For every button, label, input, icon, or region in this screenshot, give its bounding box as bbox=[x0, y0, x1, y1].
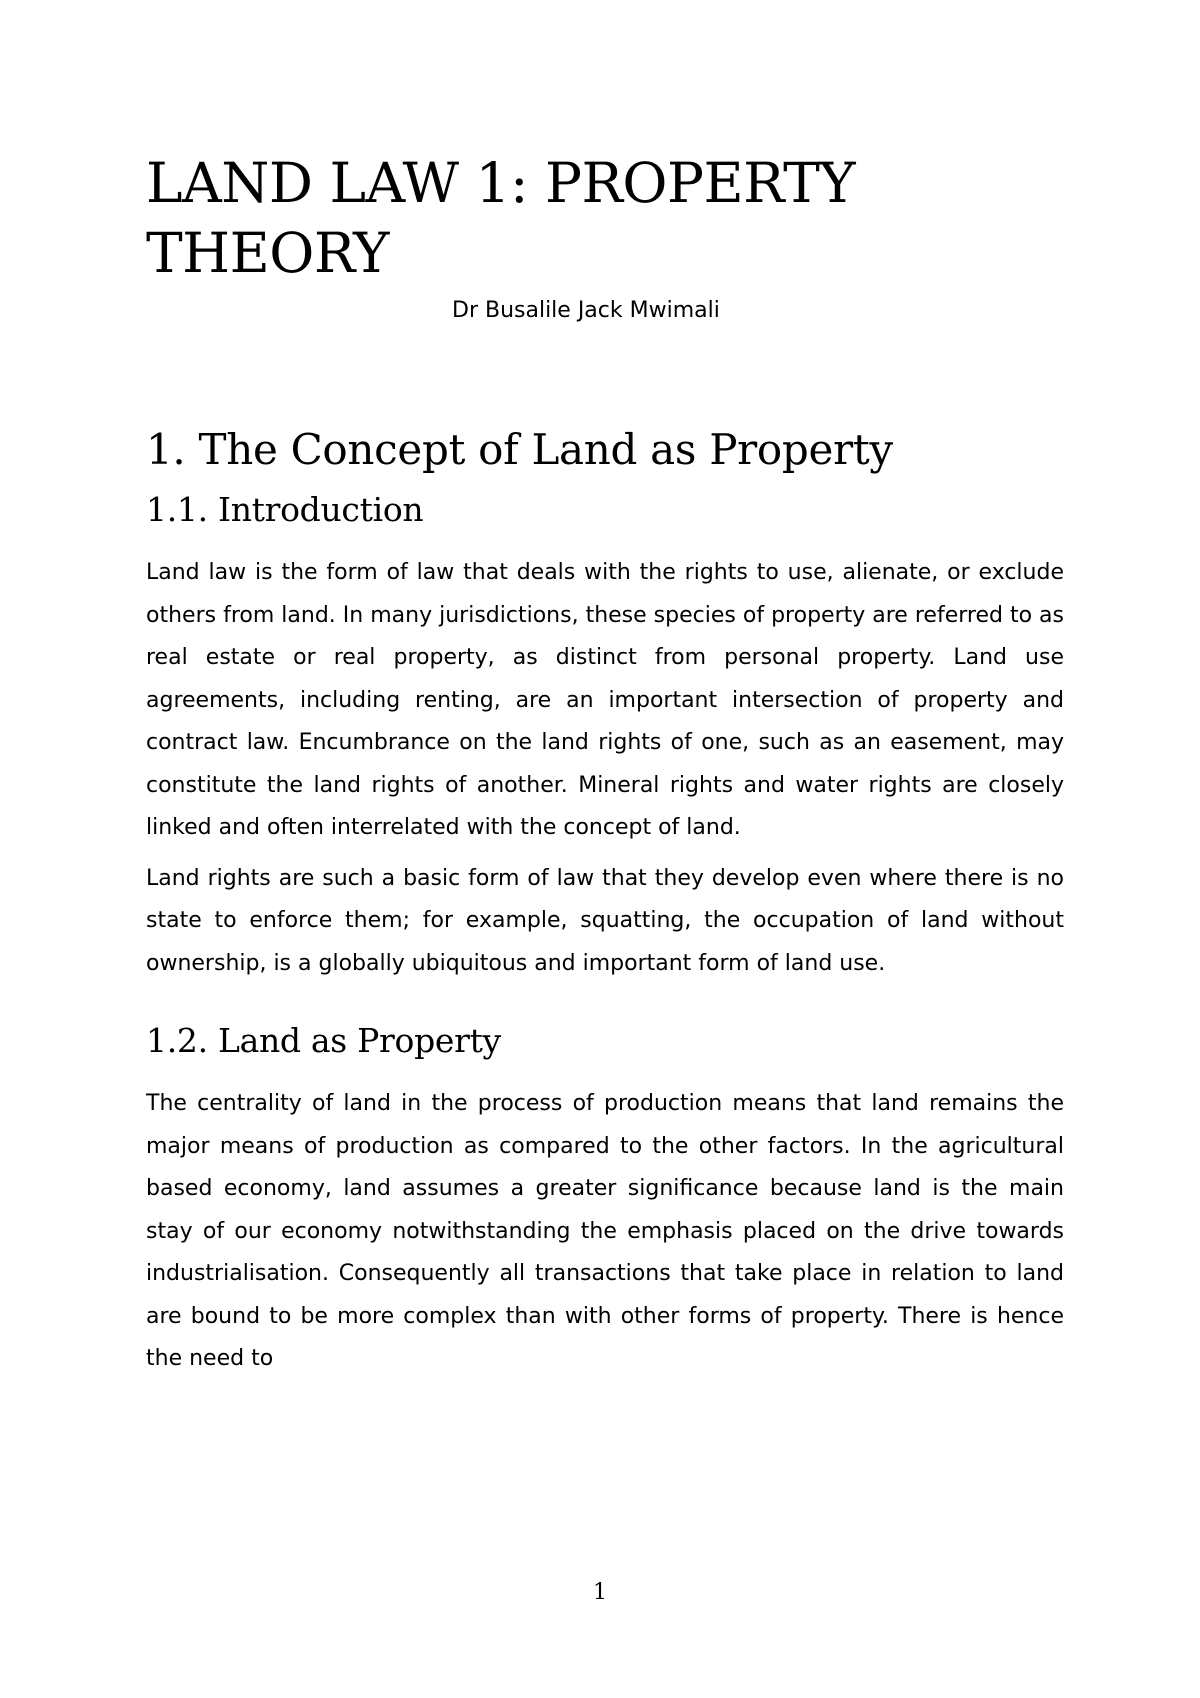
author-name: Dr Busalile Jack Mwimali bbox=[452, 298, 720, 323]
document-title: LAND LAW 1: PROPERTY THEORY bbox=[146, 151, 856, 285]
paragraph: The centrality of land in the process of production means that land remains the major means of production as compared to the other factors. In the agricultural based economy, land assumes a greater significance because land is the main stay of our economy notwithstanding the emphasis placed on the drive towards industrialisation. Consequently all transactions that take place in relation to land are bound to be more complex than with other forms of property. There is hence the need to bbox=[146, 1091, 1064, 1371]
page-content bbox=[146, 148, 1064, 1381]
page-number: 1 bbox=[593, 1580, 607, 1605]
subsection-heading-land-as-property: 1.2. Land as Property bbox=[146, 1021, 501, 1060]
paragraph: Land law is the form of law that deals with the rights to use, alienate, or exclude others from land. In many jurisdictions, these species of property are referred to as real estate or real property, as distinct from personal property. Land use agreements, including renting, are an important intersection of property and contract law. Encumbrance on the land rights of one, such as an easement, may constitute the land rights of another. Mineral rights and water rights are closely linked and often interrelated with the concept of land. bbox=[146, 560, 1064, 840]
section-heading: 1. The Concept of Land as Property bbox=[146, 425, 893, 474]
subsection-heading-introduction: 1.1. Introduction bbox=[146, 490, 424, 529]
paragraph: Land rights are such a basic form of law that they develop even where there is no state to enforce them; for example, squatting, the occupation of land without ownership, is a globally ubiquitous and important form of land use. bbox=[146, 865, 1064, 976]
